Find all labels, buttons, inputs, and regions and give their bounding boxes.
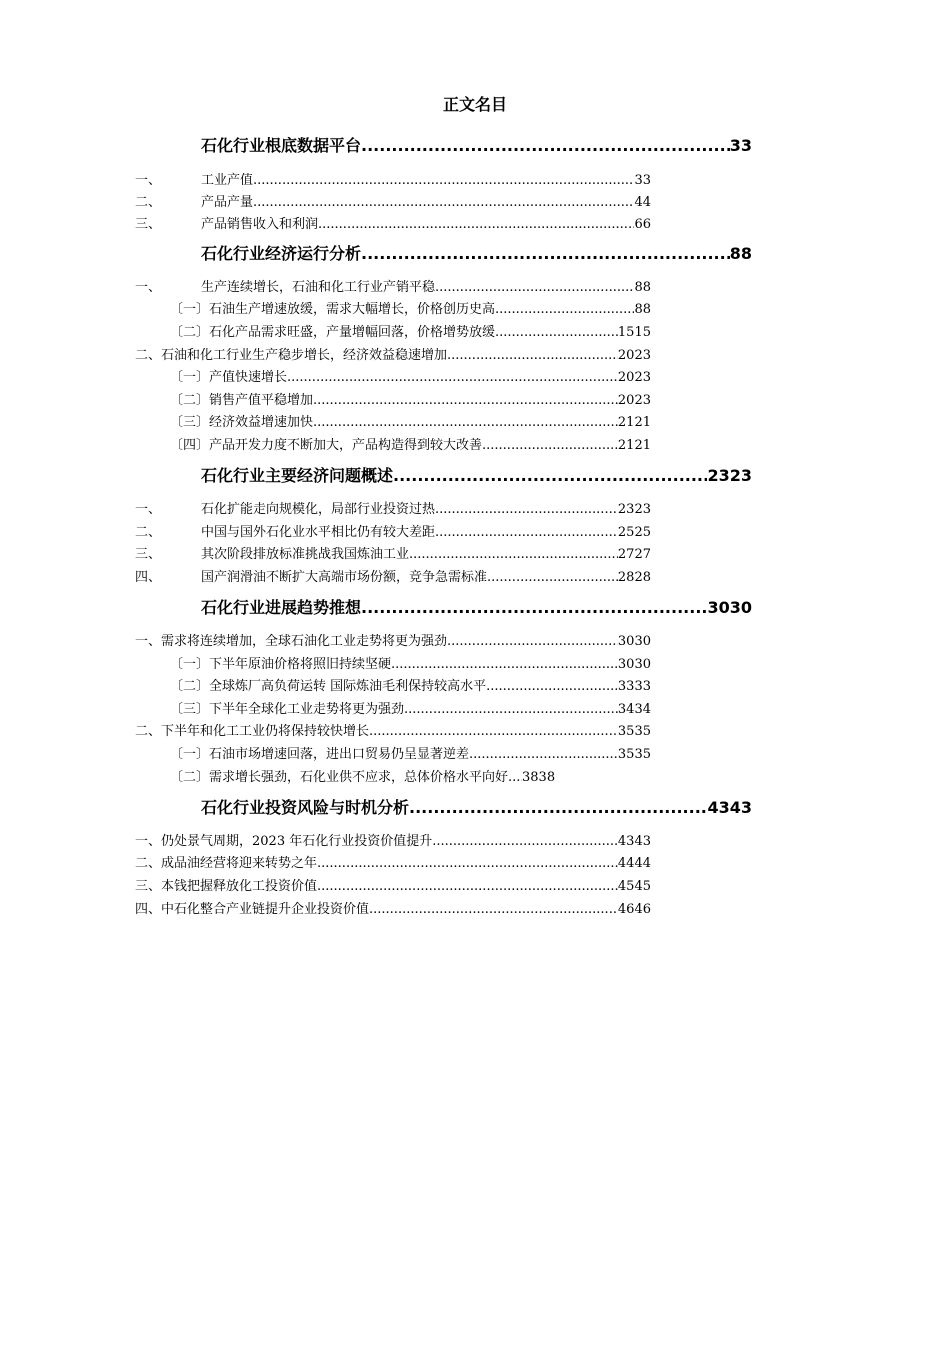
entry-text: 〔二〕需求增长强劲，石化业供不应求，总体价格水平向好 [170, 770, 509, 785]
page-number: 3838 [522, 770, 556, 785]
dot-leader [495, 325, 618, 340]
dot-leader [313, 415, 618, 430]
page-number: 4646 [617, 902, 651, 917]
toc-section-heading[interactable] [201, 463, 752, 485]
toc-entry[interactable] [135, 169, 651, 189]
entry-text: 二、下半年和化工工业仍将保持较快增长 [135, 724, 370, 739]
entry-text: 〔一〕下半年原油价格将照旧持续坚硬 [170, 657, 392, 672]
toc-entry[interactable] [135, 344, 651, 364]
dot-leader [369, 724, 618, 739]
toc-subentry[interactable] [170, 675, 651, 695]
toc-subentry[interactable] [170, 411, 651, 431]
toc-section-heading[interactable] [201, 595, 752, 617]
entry-marker: 一、 [135, 280, 162, 295]
entry-text: 〔三〕经济效益增速加快 [170, 415, 314, 430]
dot-leader [404, 702, 618, 717]
entry-marker: 二、 [135, 525, 162, 540]
entry-marker: 四、 [135, 570, 162, 585]
toc-subentry[interactable] [170, 743, 651, 763]
toc-entry[interactable] [135, 720, 651, 740]
toc-section-heading[interactable] [201, 133, 752, 155]
page-number: 4343 [617, 834, 651, 849]
page-number: 88 [729, 244, 752, 263]
dot-leader [447, 348, 618, 363]
dot-leader [317, 879, 618, 894]
page-number: 3030 [707, 598, 752, 617]
page-number: 3333 [617, 679, 651, 694]
section-title: 石化行业投资风险与时机分析 [201, 798, 410, 817]
toc-entry[interactable] [135, 852, 651, 872]
dot-leader [361, 244, 730, 263]
entry-text: 一、仍处景气周期，2023 年石化行业投资价值提升 [135, 834, 433, 849]
toc-subentry[interactable] [170, 321, 651, 341]
entry-text: 〔一〕石油市场增速回落，进出口贸易仍呈显著逆差 [170, 747, 470, 762]
entry-text: 产品销售收入和利润 [201, 217, 319, 232]
entry-text: 三、本钱把握释放化工投资价值 [135, 879, 318, 894]
toc-entry[interactable] [135, 521, 651, 541]
page-number: 2828 [617, 570, 651, 585]
toc-subentry[interactable] [170, 653, 651, 673]
page-number: 88 [634, 302, 651, 317]
section-title: 石化行业经济运行分析 [201, 244, 362, 263]
toc-entry[interactable] [135, 276, 651, 296]
toc-entry[interactable] [135, 213, 651, 233]
page-number: 2121 [617, 438, 651, 453]
toc-entry[interactable] [135, 566, 651, 586]
entry-text: 〔二〕石化产品需求旺盛，产量增幅回落，价格增势放缓 [170, 325, 496, 340]
page-number: 2023 [617, 393, 651, 408]
dot-leader [482, 438, 618, 453]
page-number: 2323 [707, 466, 752, 485]
dot-leader [435, 280, 634, 295]
dot-leader [469, 747, 618, 762]
dot-leader [318, 217, 634, 232]
toc-subentry[interactable] [170, 389, 651, 409]
section-title: 石化行业主要经济问题概述 [201, 466, 394, 485]
dot-leader [447, 634, 618, 649]
toc-subentry[interactable] [170, 698, 651, 718]
page-number: 33 [729, 136, 752, 155]
entry-marker: 一、 [135, 502, 162, 517]
toc-subentry[interactable] [170, 298, 651, 318]
toc-section-heading[interactable] [201, 795, 752, 817]
dot-leader [393, 466, 707, 485]
entry-text: 石化扩能走向规模化，局部行业投资过热 [201, 502, 436, 517]
entry-text: 二、石油和化工行业生产稳步增长，经济效益稳速增加 [135, 348, 448, 363]
dot-leader [391, 657, 618, 672]
entry-marker: 三、 [135, 217, 162, 232]
dot-leader [287, 370, 618, 385]
entry-text: 〔二〕全球炼厂高负荷运转 国际炼油毛利保持较高水平 [170, 679, 487, 694]
dot-leader [486, 679, 618, 694]
page-number: 3030 [617, 657, 651, 672]
dot-leader [369, 902, 618, 917]
entry-text: 产品产量 [201, 195, 254, 210]
dot-leader [361, 598, 707, 617]
entry-text: 国产润滑油不断扩大高端市场份额，竞争急需标准 [201, 570, 488, 585]
section-title: 石化行业根底数据平台 [201, 136, 362, 155]
dot-leader [409, 798, 707, 817]
toc-entry[interactable] [135, 630, 651, 650]
toc-entry[interactable] [135, 830, 651, 850]
toc-entry[interactable] [135, 543, 651, 563]
page-number: 2323 [617, 502, 651, 517]
entry-text: 〔一〕石油生产增速放缓，需求大幅增长，价格创历史高 [170, 302, 496, 317]
toc-subentry[interactable] [170, 366, 651, 386]
toc-entry[interactable] [135, 191, 651, 211]
page-number: 33 [634, 173, 651, 188]
toc-entry[interactable] [135, 875, 651, 895]
entry-text: 〔四〕产品开发力度不断加大，产品构造得到较大改善 [170, 438, 483, 453]
toc-entry[interactable] [135, 498, 651, 518]
page-number: 88 [634, 280, 651, 295]
dot-leader [432, 834, 618, 849]
dot-leader [361, 136, 730, 155]
dot-leader [435, 502, 618, 517]
entry-text: 二、成品油经营将迎来转势之年 [135, 856, 318, 871]
entry-text: 生产连续增长，石油和化工行业产销平稳 [201, 280, 436, 295]
entry-text: 工业产值 [201, 173, 254, 188]
toc-section-heading[interactable] [201, 241, 752, 263]
dot-leader [253, 195, 634, 210]
entry-marker: 三、 [135, 547, 162, 562]
entry-text: 〔一〕产值快速增长 [170, 370, 288, 385]
page-number: 2525 [617, 525, 651, 540]
page-number: 44 [634, 195, 651, 210]
page-number: 3434 [617, 702, 651, 717]
entry-text: 〔三〕下半年全球化工业走势将更为强劲 [170, 702, 405, 717]
page-number: 4343 [707, 798, 752, 817]
entry-text: 其次阶段排放标准挑战我国炼油工业 [201, 547, 410, 562]
section-title: 石化行业进展趋势推想 [201, 598, 362, 617]
page-number: 1515 [617, 325, 651, 340]
entry-marker: 一、 [135, 173, 162, 188]
toc-subentry[interactable] [170, 766, 651, 786]
page-number: 3535 [617, 724, 651, 739]
entry-marker: 二、 [135, 195, 162, 210]
entry-text: 一、需求将连续增加，全球石油化工业走势将更为强劲 [135, 634, 448, 649]
toc-title: 正文名目 [442, 95, 507, 114]
page-number: 4444 [617, 856, 651, 871]
page-number: 2023 [617, 348, 651, 363]
entry-text: 中国与国外石化业水平相比仍有较大差距 [201, 525, 436, 540]
dot-leader [487, 570, 618, 585]
toc-entry[interactable] [135, 898, 651, 918]
page-number: 3030 [617, 634, 651, 649]
dot-leader [253, 173, 634, 188]
dot-leader [495, 302, 634, 317]
dot-leader [409, 547, 618, 562]
dot-leader [317, 856, 618, 871]
dot-leader [313, 393, 618, 408]
page-number: 2023 [617, 370, 651, 385]
page-number: 3535 [617, 747, 651, 762]
entry-text: 〔二〕销售产值平稳增加 [170, 393, 314, 408]
page-number: 2121 [617, 415, 651, 430]
dot-leader [435, 525, 618, 540]
page-number: 2727 [617, 547, 651, 562]
entry-text: 四、中石化整合产业链提升企业投资价值 [135, 902, 370, 917]
page-number: 4545 [617, 879, 651, 894]
dot-leader [508, 770, 522, 785]
page-number: 66 [634, 217, 651, 232]
toc-subentry[interactable] [170, 434, 651, 454]
